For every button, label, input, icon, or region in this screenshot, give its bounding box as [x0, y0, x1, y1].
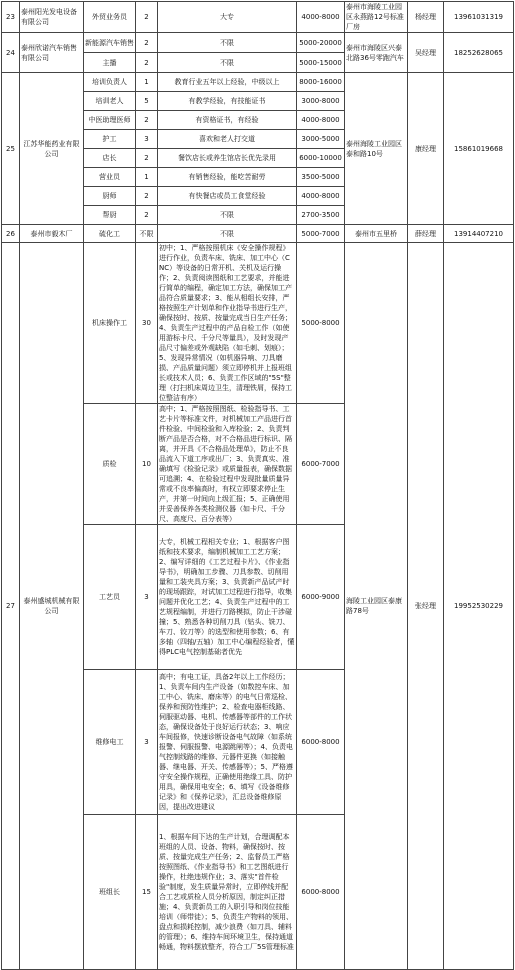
- salary: 6000-10000: [297, 149, 345, 168]
- headcount: 10: [136, 404, 158, 525]
- position-name: 机床操作工: [84, 243, 136, 404]
- headcount: 3: [136, 130, 158, 149]
- salary: 6000-7000: [297, 404, 345, 525]
- salary: 4000-8000: [297, 2, 345, 33]
- phone-number: 13914407210: [444, 225, 514, 243]
- company-name: 泰州市毅木厂: [20, 225, 84, 243]
- requirement: 喜欢和老人打交道: [158, 130, 297, 149]
- requirement: 有快餐店或员工食堂经验: [158, 187, 297, 206]
- salary: 6000-8000: [297, 670, 345, 815]
- salary: 3000-8000: [297, 92, 345, 111]
- table-row: [2, 73, 514, 92]
- table-row: [2, 33, 514, 53]
- headcount: 2: [136, 149, 158, 168]
- requirement: 教育行业五年以上经验，中级以上: [158, 73, 297, 92]
- salary: 8000-16000: [297, 73, 345, 92]
- position-name: 班组长: [84, 815, 136, 970]
- row-number: 26: [2, 225, 20, 243]
- headcount: 3: [136, 670, 158, 815]
- position-name: 主播: [84, 53, 136, 73]
- headcount: 3: [136, 525, 158, 670]
- contact-person: 杨经理: [408, 2, 444, 33]
- requirement: 大专: [158, 2, 297, 33]
- phone-number: 19952530229: [444, 243, 514, 970]
- requirement: 有销售经验，能吃苦耐劳: [158, 168, 297, 187]
- table-row: [2, 243, 514, 404]
- position-name: 培训负责人: [84, 73, 136, 92]
- requirement: 不限: [158, 225, 297, 243]
- requirement: 不限: [158, 53, 297, 73]
- company-name: 泰州阳光发电设备有限公司: [20, 2, 84, 33]
- requirement: 有教学经验，有技能证书: [158, 92, 297, 111]
- contact-person: 康经理: [408, 73, 444, 225]
- headcount: 2: [136, 53, 158, 73]
- requirement: 大专，机械工程相关专业；1、根据客户图纸和技术要求，编制机械加工工艺方案；2、编写详细的《工艺过程卡片》、《作业指导书》，明确加工步骤、刀具参数、切削用量和工装夹具方案；3、负责新产品试产时的现场跟踪，对试加工过程进行指导，收集问题并优化工艺；4、负责生产过程中的工艺规程编制，并进行刀路模拟，防止干涉碰撞；5、熟悉各种切削刀具（钻头、铣刀、车刀、铰刀等）的选型和使用参数；6、有多轴（四轴/五轴）加工中心编程经验者，懂得PLC电气控制基础者优先: [158, 525, 297, 670]
- requirement: 不限: [158, 33, 297, 53]
- row-number: 24: [2, 33, 20, 73]
- headcount: 2: [136, 111, 158, 130]
- company-name: 泰州欣诺汽车销售有限公司: [20, 33, 84, 73]
- salary: 4000-8000: [297, 187, 345, 206]
- work-address: 海陵工业园区泰康路78号: [345, 243, 408, 970]
- headcount: 1: [136, 73, 158, 92]
- requirement: 高中；1、严格按照图纸、检验指导书、工艺卡片等标准文件，对机械加工产品进行首件检验、中间检验和入库检验；2、负责判断产品是否合格，对不合格品进行标识、隔离，并开具《不合格品处理单》，防止不良品流入下道工序或出厂；3、负责真实、准确填写《检验记录》或质量报表，确保数据可追溯；4、在检验过程中发现批量质量异常或不良率偏高时，有权立即要求停止生产，并第一时间向上级汇报；5、正确使用并妥善保养各类检测仪器（如卡尺、千分尺、高度尺、百分表等）: [158, 404, 297, 525]
- requirement: 餐饮店长或养生馆店长优先录用: [158, 149, 297, 168]
- company-name: 江苏华能药业有限公司: [20, 73, 84, 225]
- salary: 3000-5000: [297, 130, 345, 149]
- salary: 5000-8000: [297, 243, 345, 404]
- position-name: 营业员: [84, 168, 136, 187]
- salary: 6000-9000: [297, 525, 345, 670]
- position-name: 质检: [84, 404, 136, 525]
- salary: 5000-20000: [297, 33, 345, 53]
- position-name: 新能源汽车销售: [84, 33, 136, 53]
- headcount: 15: [136, 815, 158, 970]
- requirement: 高中；有电工证，具备2年以上工作经历；1、负责车间内生产设备（如数控车床、加工中心、铣床、磨床等）的电气日常巡检、保养和预防性维护；2、检查电器柜线路、伺服驱动器、电机、传感器等部件的工作状态，确保设备处于良好运行状态；3、响应车间报修，快速诊断设备电气故障（如系统报警、伺服报警、电源跳闸等）；4、负责电气控制线路的维修、元器件更换（如接触器、继电器、开关、传感器等）；5、严格遵守安全操作规程，正确使用绝缘工具、防护用具，确保用电安全；6、填写《设备维修记录》和《保养记录》，汇总设备维修原因，提出改进建议: [158, 670, 297, 815]
- position-name: 硫化工: [84, 225, 136, 243]
- contact-person: 薛经理: [408, 225, 444, 243]
- salary: 2700-3500: [297, 206, 345, 225]
- row-number: 23: [2, 2, 20, 33]
- row-number: 25: [2, 73, 20, 225]
- work-address: 泰州市海陵工业园区永燕路12号标准厂房: [345, 2, 408, 33]
- requirement: 初中；1、严格按照机床《安全操作规程》进行作业，负责车床、铣床、加工中心（CNC）等设备的日常开机、关机及运行操作；2、负责阅读图纸和工艺要求，并能进行简单的编程，确定加工方法，确保加工产品符合质量要求；3、能从相组长安排，严格按照生产计划单和作业指导书进行生产，确保按时、按质、按量完成当日生产任务；4、负责生产过程中的产品自检工作（如使用游标卡尺、千分尺等量具），及时发现产品尺寸偏差或外观缺陷（如毛刺、划痕）；5、发现异常情况（如机器异响、刀具磨损、产品质量问题）须立即停机并上报班组长或技术人员；6、负责工作区域的"5S"整理（打扫机床周边卫生，清理铁屑，保持工位整洁有序）: [158, 243, 297, 404]
- position-name: 外贸业务员: [84, 2, 136, 33]
- contact-person: 张经理: [408, 243, 444, 970]
- requirement: 不限: [158, 206, 297, 225]
- requirement: 1、根据车间下达的生产计划，合理调配本班组的人员、设备、物料，确保按时、按质、按量完成生产任务；2、监督员工严格按照图纸、《作业指导书》和工艺图纸进行操作，杜绝违规作业；3、落实"首件检验"制度，发生质量异常时，立即停线并配合工艺或质检人员分析原因，制定纠正措施；4、负责新员工的入职引导和岗位技能培训（师带徒）；5、负责生产物料的领用、盘点和损耗控制，减少浪费（如刀具、辅料的管理）；6、维持车间环境卫生，保持通道畅通，物料摆放整齐，符合工厂5S管理标准: [158, 815, 297, 970]
- position-name: 护工: [84, 130, 136, 149]
- headcount: 5: [136, 92, 158, 111]
- position-name: 培训老人: [84, 92, 136, 111]
- salary: 6000-8000: [297, 815, 345, 970]
- phone-number: 18252628065: [444, 33, 514, 73]
- position-name: 帮厨: [84, 206, 136, 225]
- table-row: [2, 2, 514, 33]
- position-name: 店长: [84, 149, 136, 168]
- table-row: [2, 225, 514, 243]
- company-name: 泰州盛城机械有限公司: [20, 243, 84, 970]
- work-address: 泰州海陵工业园区泰和路10号: [345, 73, 408, 225]
- work-address: 泰州市五里桥: [345, 225, 408, 243]
- requirement: 有资格证书，有经验: [158, 111, 297, 130]
- position-name: 厨师: [84, 187, 136, 206]
- headcount: 30: [136, 243, 158, 404]
- headcount: 2: [136, 206, 158, 225]
- headcount: 2: [136, 2, 158, 33]
- salary: 3500-5000: [297, 168, 345, 187]
- salary: 5000-7000: [297, 225, 345, 243]
- phone-number: 15861019668: [444, 73, 514, 225]
- salary: 4000-8000: [297, 111, 345, 130]
- position-name: 维修电工: [84, 670, 136, 815]
- position-name: 中医助理医师: [84, 111, 136, 130]
- phone-number: 13961031319: [444, 2, 514, 33]
- headcount: 2: [136, 33, 158, 53]
- work-address: 泰州市海陵区兴泰北路36号零跑汽车: [345, 33, 408, 73]
- headcount: 不限: [136, 225, 158, 243]
- row-number: 27: [2, 243, 20, 970]
- salary: 5000-15000: [297, 53, 345, 73]
- contact-person: 吴经理: [408, 33, 444, 73]
- headcount: 2: [136, 187, 158, 206]
- job-table: [1, 1, 514, 970]
- headcount: 1: [136, 168, 158, 187]
- position-name: 工艺员: [84, 525, 136, 670]
